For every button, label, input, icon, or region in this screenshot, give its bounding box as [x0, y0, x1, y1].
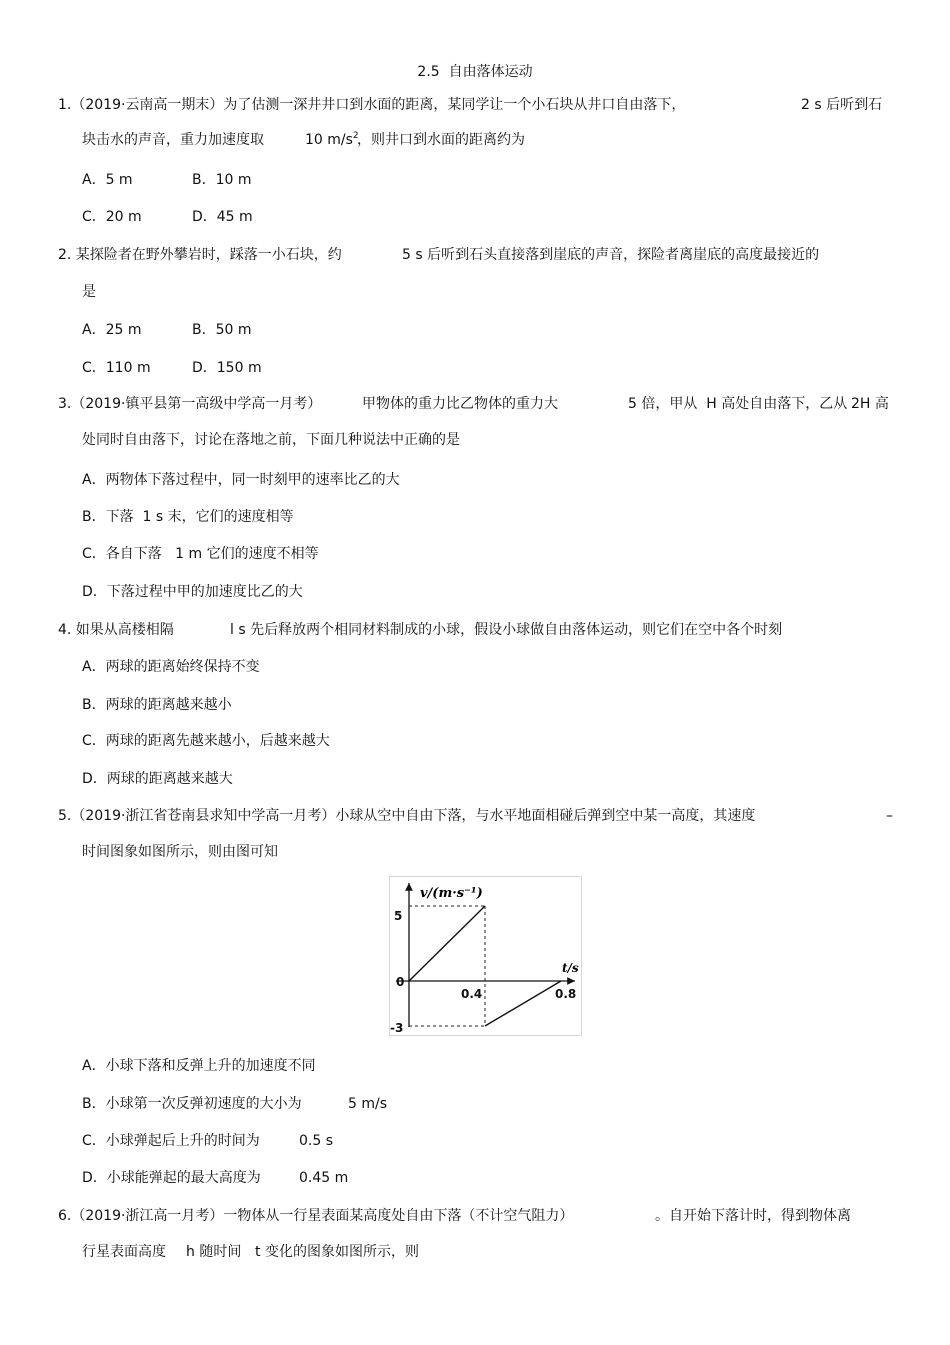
q4-stem-line1a: 4. 如果从高楼相隔	[58, 622, 174, 638]
velocity-time-graph	[389, 876, 582, 1036]
q6-stem-line1b: 。自开始下落计时，得到物体离	[655, 1208, 851, 1224]
q1-stem-gravity: 10 $m/s^2$	[305, 131, 359, 148]
q6-stem-line2a: 行星表面高度	[82, 1244, 166, 1260]
page-title: 2.5 自由落体运动	[417, 64, 533, 80]
vt-chart-svg	[390, 877, 581, 1035]
q5-option-c-value: 0.5 s	[299, 1133, 334, 1149]
q2-stem-line2: 是	[82, 284, 96, 300]
y-tick-label-0: 0	[396, 975, 405, 989]
q5-option-c-text: C．小球弹起后上升的时间为	[82, 1133, 260, 1149]
q3-option-c: C．各自下落 1 m 它们的速度不相等	[82, 546, 319, 562]
q2-stem-line1b: 5 s 后听到石头直接落到崖底的声音，探险者离崖底的高度最接近的	[402, 247, 820, 263]
q2-stem-line1a: 2. 某探险者在野外攀岩时，踩落一小石块，约	[58, 247, 342, 263]
q3-option-a: A．两物体下落过程中，同一时刻甲的速率比乙的大	[82, 472, 400, 488]
q1-stem-line1: 1.（2019·云南高一期末）为了估测一深井井口到水面的距离，某同学让一个小石块从井口自由落下，	[58, 97, 686, 113]
q3-option-b: B．下落 1 s 末，它们的速度相等	[82, 509, 294, 525]
q4-option-c: C．两球的距离先越来越小，后越来越大	[82, 733, 330, 749]
y-tick-label-neg3: -3	[390, 1021, 404, 1035]
q4-option-d: D．两球的距离越来越大	[82, 771, 233, 787]
q4-stem-line1b: l s 先后释放两个相同材料制成的小球，假设小球做自由落体运动，则它们在空中各个时刻	[230, 622, 783, 638]
q5-option-b-text: B．小球第一次反弹初速度的大小为	[82, 1096, 302, 1112]
q1-option-c: C．20 m	[82, 209, 142, 225]
q1-option-d: D．45 m	[192, 209, 253, 225]
y-tick-label-5: 5	[394, 909, 403, 923]
q2-option-d: D．150 m	[192, 360, 262, 376]
q6-stem-line2c: t 变化的图象如图所示，则	[255, 1244, 419, 1260]
q5-option-b-value: 5 m/s	[348, 1096, 388, 1112]
q3-stem-line1d: 2H 高	[851, 396, 889, 412]
q5-option-d-value: 0.45 m	[299, 1170, 349, 1186]
q1-stem-line2a: 块击水的声音，重力加速度取	[82, 132, 264, 148]
x-tick-label-0.8: 0.8	[555, 987, 577, 1001]
q1-option-b: B．10 m	[192, 172, 252, 188]
q3-stem-line2: 处同时自由落下，讨论在落地之前，下面几种说法中正确的是	[82, 432, 460, 448]
q5-option-d-text: D．小球能弹起的最大高度为	[82, 1170, 261, 1186]
q5-option-a: A．小球下落和反弹上升的加速度不同	[82, 1058, 316, 1074]
q1-option-a: A．5 m	[82, 172, 133, 188]
q6-stem-line2b: h 随时间	[186, 1244, 242, 1260]
q2-option-c: C．110 m	[82, 360, 151, 376]
q5-stem-line1: 5.（2019·浙江省苍南县求知中学高一月考）小球从空中自由下落，与水平地面相碰后弹到空中某一高度，其速度	[58, 808, 756, 824]
x-axis-label: t/s	[562, 961, 579, 975]
y-axis-label: v/(m·s⁻¹)	[420, 886, 483, 901]
q5-stem-dash: –	[886, 808, 893, 824]
q3-stem-line1c: 5 倍，甲从 H 高处自由落下，乙从	[628, 396, 848, 412]
q6-stem-line1a: 6.（2019·浙江高一月考）一物体从一行星表面某高度处自由下落（不计空气阻力）	[58, 1208, 574, 1224]
q2-option-b: B．50 m	[192, 322, 252, 338]
q4-option-b: B．两球的距离越来越小	[82, 697, 232, 713]
x-tick-label-0.4: 0.4	[461, 987, 483, 1001]
q3-stem-source: 3.（2019·镇平县第一高级中学高一月考）	[58, 396, 322, 412]
q1-stem-line2c: ，则井口到水面的距离约为	[357, 132, 525, 148]
q4-option-a: A．两球的距离始终保持不变	[82, 659, 260, 675]
q3-stem-line1b: 甲物体的重力比乙物体的重力大	[362, 396, 558, 412]
series-line-2	[485, 981, 561, 1026]
q2-option-a: A．25 m	[82, 322, 142, 338]
series-line-1	[409, 906, 485, 981]
q1-stem-time: 2 s 后听到石	[801, 97, 883, 113]
q3-option-d: D．下落过程中甲的加速度比乙的大	[82, 584, 303, 600]
q5-stem-line2: 时间图象如图所示，则由图可知	[82, 844, 278, 860]
